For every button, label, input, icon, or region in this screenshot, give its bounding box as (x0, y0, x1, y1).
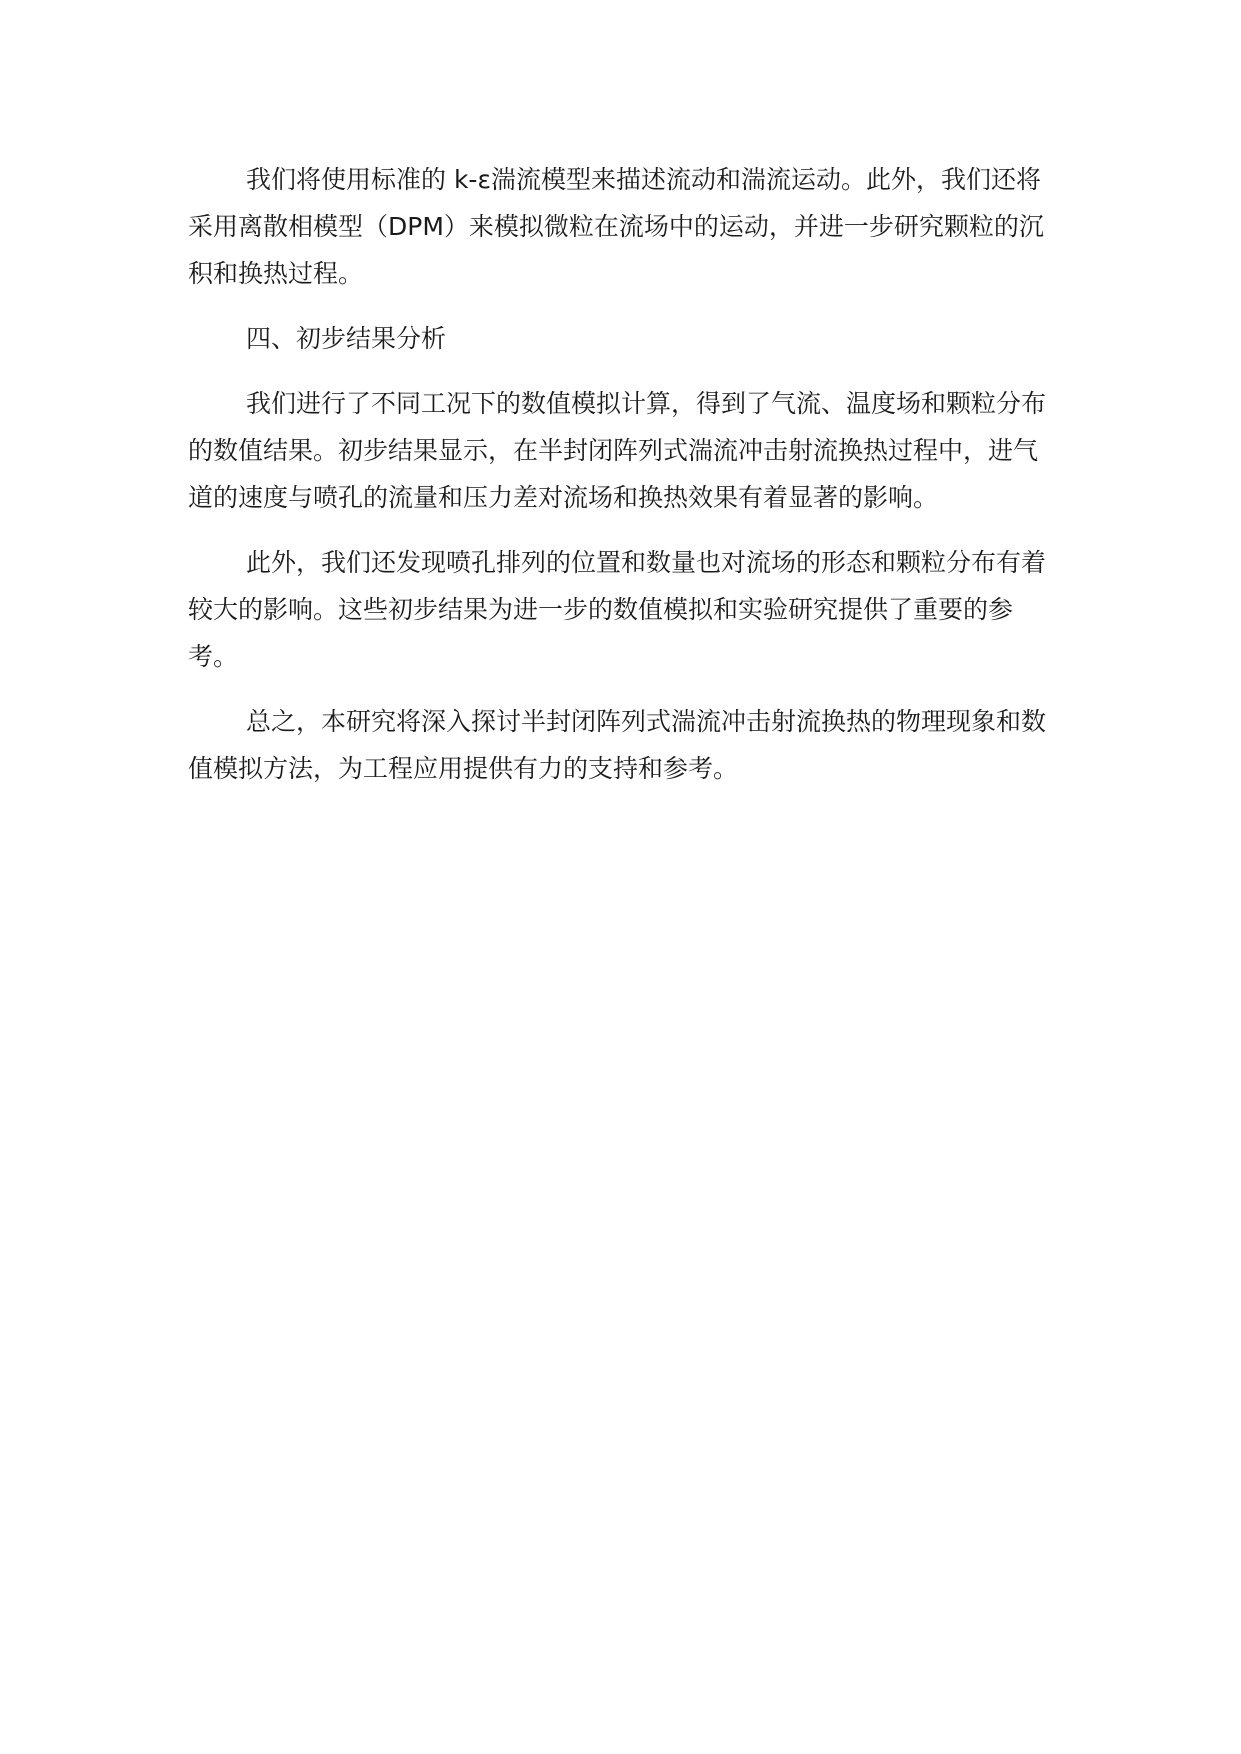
section-heading-preliminary-results: 四、初步结果分析 (246, 324, 447, 353)
paragraph-conclusion: 总之，本研究将深入探讨半封闭阵列式湍流冲击射流换热的物理现象和数值模拟方法，为工程应用提供有力的支持和参考。 (188, 707, 1047, 783)
paragraph-model-description: 我们将使用标准的 k-ε湍流模型来描述流动和湍流运动。此外，我们还将采用离散相模型（DPM）来模拟微粒在流场中的运动，并进一步研究颗粒的沉积和换热过程。 (188, 165, 1044, 288)
document-body (188, 156, 1058, 810)
paragraph-nozzle-arrangement: 此外，我们还发现喷孔排列的位置和数量也对流场的形态和颗粒分布有着较大的影响。这些初步结果为进一步的数值模拟和实验研究提供了重要的参考。 (188, 548, 1047, 671)
paragraph-simulation-results: 我们进行了不同工况下的数值模拟计算，得到了气流、温度场和颗粒分布的数值结果。初步结果显示，在半封闭阵列式湍流冲击射流换热过程中，进气道的速度与喷孔的流量和压力差对流场和换热效果有着显著的影响。 (188, 389, 1047, 512)
